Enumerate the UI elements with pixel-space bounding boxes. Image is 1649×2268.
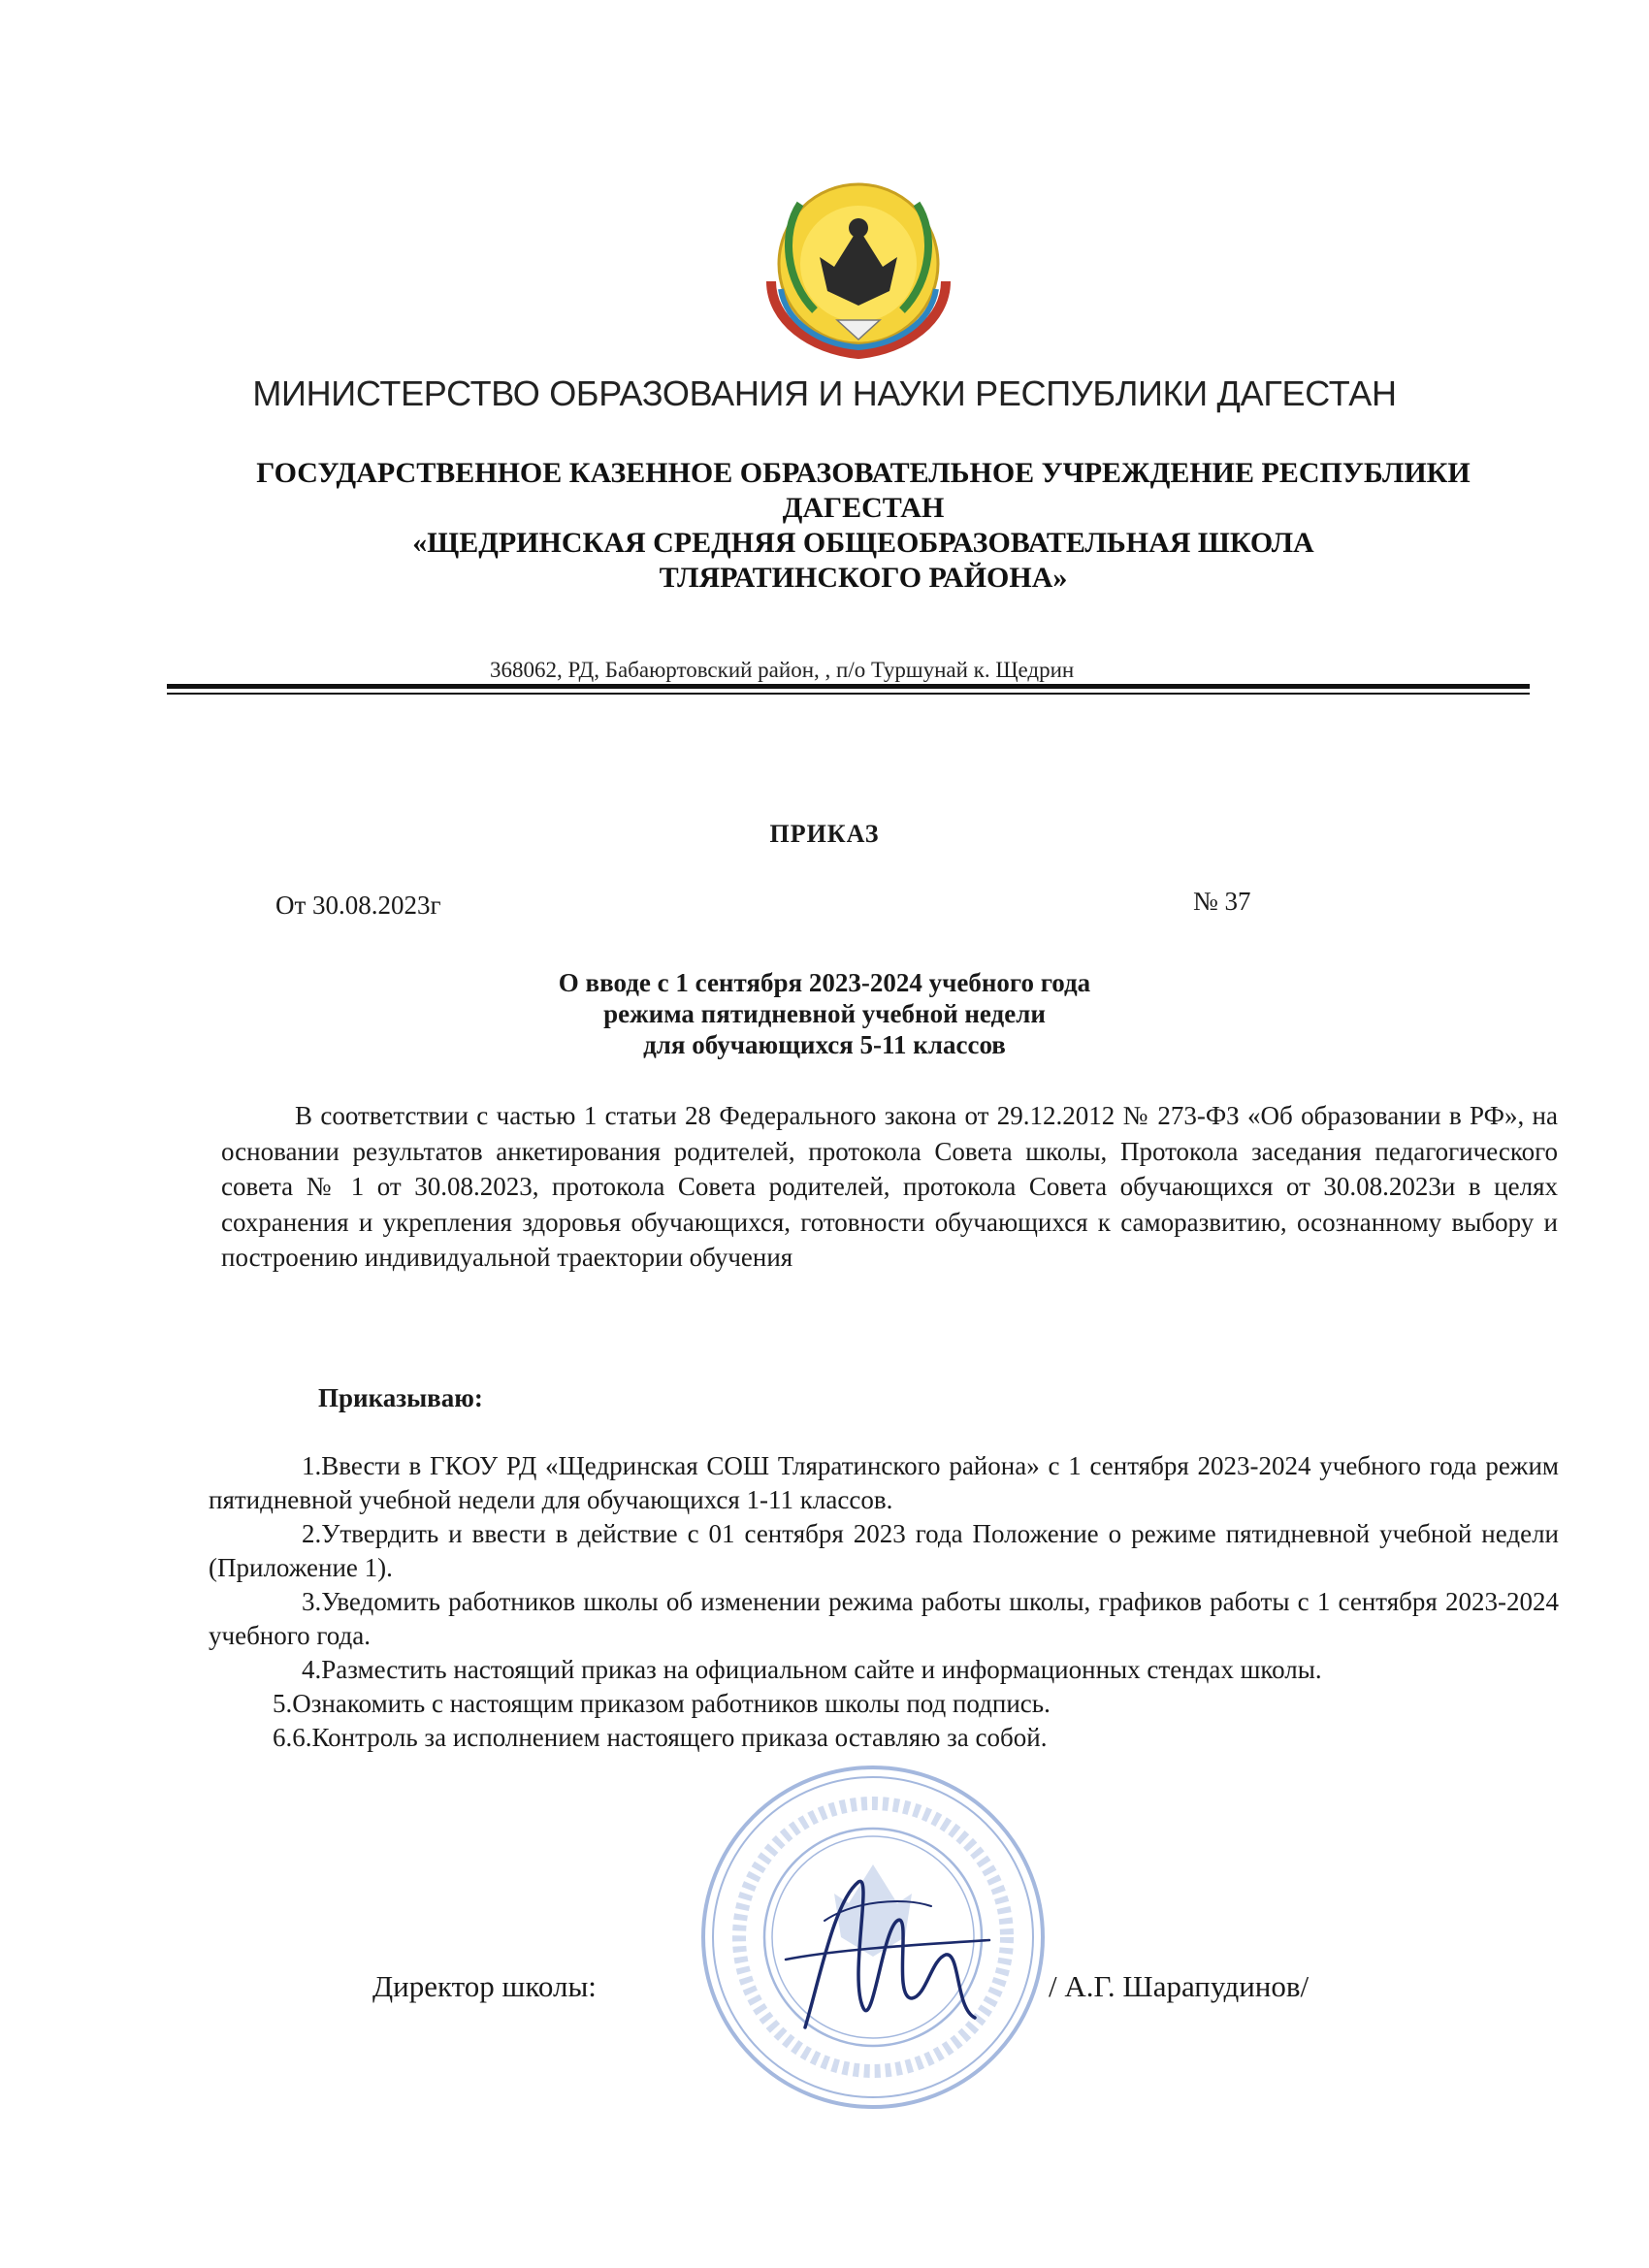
header-divider-thin	[167, 693, 1530, 695]
item-text: Утвердить и ввести в действие с 01 сентября 2023 года Положение о режиме пятидневной учебной недели (Приложение 1).	[209, 1519, 1559, 1582]
item-number: 6.	[273, 1723, 293, 1752]
document-title: ПРИКАЗ	[769, 820, 880, 848]
item-number: 3.	[302, 1587, 322, 1616]
list-item	[209, 1517, 1559, 1585]
header-divider	[167, 684, 1530, 689]
order-subject	[0, 967, 1649, 1060]
dagestan-coat-of-arms-icon	[742, 175, 975, 369]
subject-line: О вводе с 1 сентября 2023-2024 учебного года	[558, 968, 1091, 997]
item-number: 2.	[302, 1519, 322, 1548]
list-item	[209, 1653, 1559, 1687]
institution-name	[155, 456, 1571, 596]
preamble-paragraph: В соответствии с частью 1 статьи 28 Федерального закона от 29.12.2012 № 273-ФЗ «Об образовании в РФ», на основании результатов анкетирования родителей, протокола Совета школы, Протокола заседания педагогического совета № 1 от 30.08.2023, протокола Совета родителей, протокола Совета обучающихся от 30.08.2023и в целях сохранения и укрепления здоровья обучающихся, готовности обучающихся к саморазвитию, осознанному выбору и построению индивидуальной траектории обучения	[221, 1101, 1558, 1272]
orders-heading: Приказываю:	[318, 1383, 483, 1412]
subject-line: режима пятидневной учебной недели	[603, 999, 1046, 1028]
order-items-list	[209, 1449, 1559, 1755]
institution-line: ГОСУДАРСТВЕННОЕ КАЗЕННОЕ ОБРАЗОВАТЕЛЬНОЕ УЧРЕЖДЕНИЕ РЕСПУБЛИКИ	[256, 457, 1471, 489]
ministry-name: МИНИСТЕРСТВО ОБРАЗОВАНИЯ И НАУКИ РЕСПУБЛИКИ ДАГЕСТАН	[252, 373, 1397, 413]
list-item	[209, 1449, 1559, 1517]
item-text: 6.Контроль за исполнением настоящего приказа оставляю за собой.	[292, 1723, 1048, 1752]
item-text: Ознакомить с настоящим приказом работников школы под подпись.	[292, 1689, 1051, 1718]
item-text: Разместить настоящий приказ на официальном сайте и информационных стендах школы.	[321, 1655, 1322, 1684]
item-number: 5.	[273, 1689, 293, 1718]
institution-line: ДАГЕСТАН	[782, 492, 945, 524]
institution-address: 368062, РД, Бабаюртовский район, , п/о Туршунай к. Щедрин	[490, 658, 1075, 682]
list-item	[209, 1721, 1559, 1755]
list-item	[209, 1687, 1559, 1721]
institution-line: «ЩЕДРИНСКАЯ СРЕДНЯЯ ОБЩЕОБРАЗОВАТЕЛЬНАЯ ШКОЛА	[412, 527, 1314, 559]
order-number: № 37	[1193, 887, 1251, 916]
item-number: 4.	[302, 1655, 322, 1684]
list-item	[209, 1585, 1559, 1653]
handwritten-signature-icon	[766, 1863, 999, 2047]
item-text: Уведомить работников школы об изменении режима работы школы, графиков работы с 1 сентября 2023-2024 учебного года.	[209, 1587, 1559, 1650]
order-date: От 30.08.2023г	[275, 891, 441, 920]
director-name: / А.Г. Шарапудинов/	[1049, 1969, 1310, 2003]
item-text: Ввести в ГКОУ РД «Щедринская СОШ Тляратинского района» с 1 сентября 2023-2024 учебного года режим пятидневной учебной недели для обучающихся 1-11 классов.	[209, 1451, 1559, 1514]
director-label: Директор школы:	[372, 1969, 597, 2003]
item-number: 1.	[302, 1451, 322, 1480]
subject-line: для обучающихся 5-11 классов	[643, 1030, 1006, 1059]
institution-line: ТЛЯРАТИНСКОГО РАЙОНА»	[659, 562, 1068, 594]
